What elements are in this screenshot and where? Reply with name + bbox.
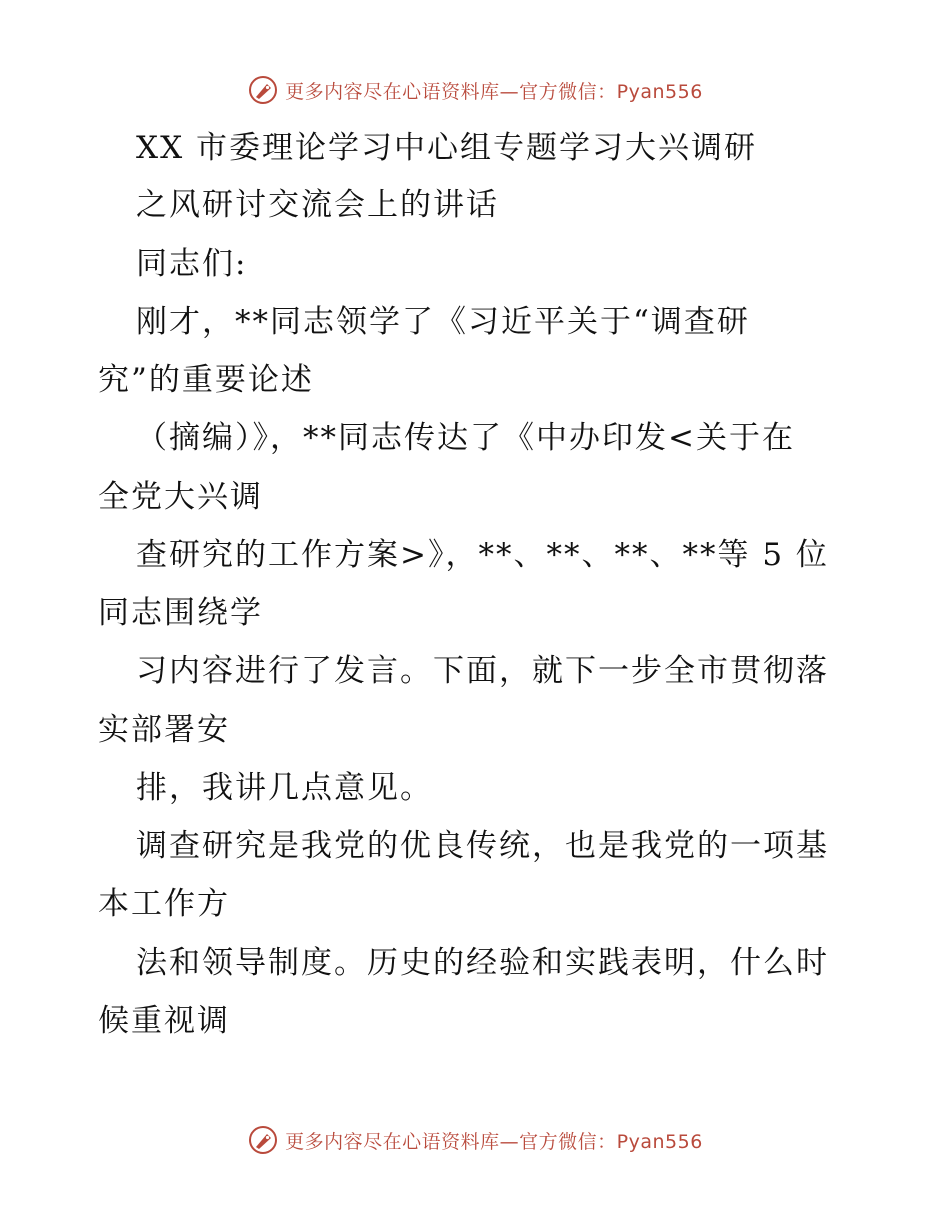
watermark-banner-bottom xyxy=(0,1120,950,1160)
paragraph-line: 排，我讲几点意见。 xyxy=(136,770,433,806)
paragraph-line: 习内容进行了发言。下面，就下一步全市贯彻落 xyxy=(136,653,829,689)
paragraph-line: 刚才，**同志领学了《习近平关于“调查研 xyxy=(136,304,750,340)
paragraph-line: 查研究的工作方案>》，**、**、**、**等 5 位 xyxy=(136,537,829,573)
watermark-text: 更多内容尽在心语资料库—官方微信：Pyan556 xyxy=(285,80,703,103)
watermark-banner-top xyxy=(0,70,950,110)
salutation: 同志们: xyxy=(136,246,248,282)
paragraph-line: 同志围绕学 xyxy=(98,595,263,631)
paragraph-line: 调查研究是我党的优良传统，也是我党的一项基 xyxy=(136,828,829,864)
paragraph-line: 本工作方 xyxy=(98,886,230,922)
paragraph-line: 实部署安 xyxy=(98,712,230,748)
paragraph-line: 究”的重要论述 xyxy=(98,362,314,398)
paragraph-line: （摘编）》，**同志传达了《中办印发<关于在 xyxy=(136,420,795,456)
pen-nib-logo-icon xyxy=(247,74,279,106)
paragraph-line: 候重视调 xyxy=(98,1003,230,1039)
pen-nib-logo-icon xyxy=(247,1124,279,1156)
document-title-line-2: 之风研讨交流会上的讲话 xyxy=(136,187,499,223)
watermark-text: 更多内容尽在心语资料库—官方微信：Pyan556 xyxy=(285,1130,703,1153)
document-title-line-1: XX 市委理论学习中心组专题学习大兴调研 xyxy=(136,130,757,166)
paragraph-line: 法和领导制度。历史的经验和实践表明，什么时 xyxy=(136,945,829,981)
paragraph-line: 全党大兴调 xyxy=(98,479,263,515)
